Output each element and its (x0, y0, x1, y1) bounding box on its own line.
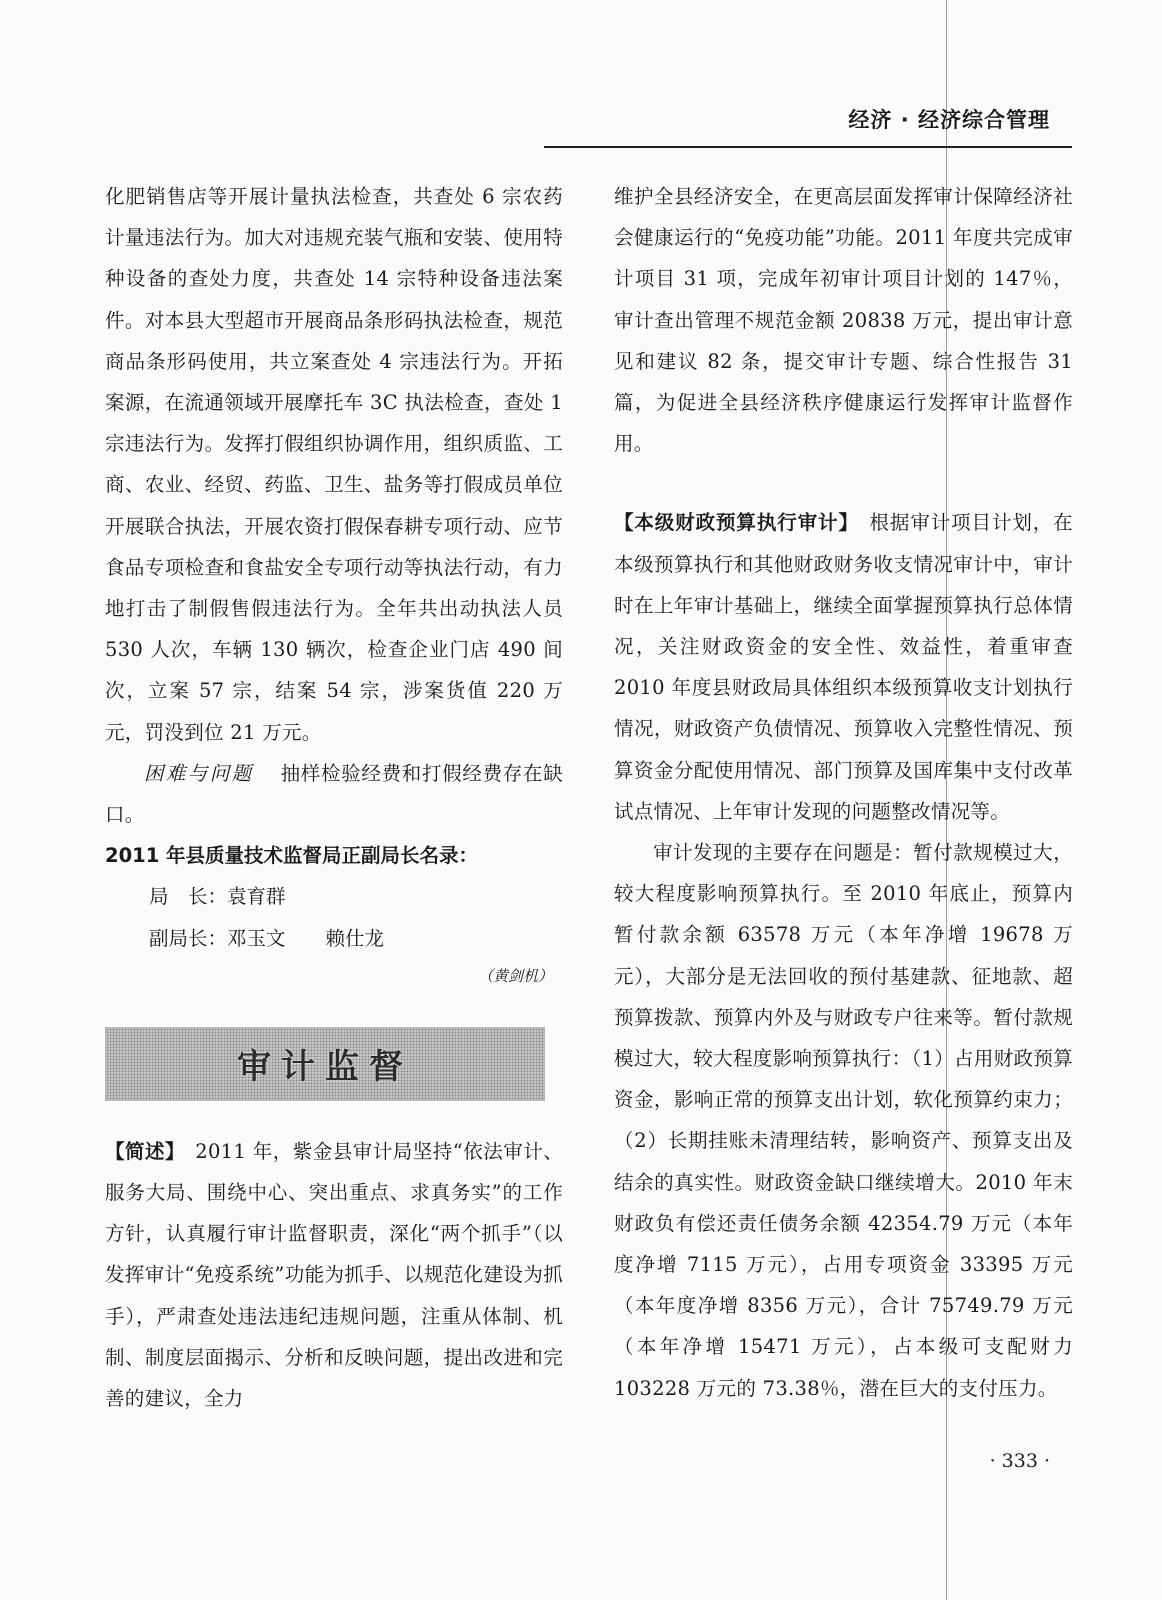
header-rule (544, 146, 1072, 148)
roster-name-deputy-1: 邓玉文 (227, 926, 286, 950)
right-paragraph-1: 维护全县经济安全，在更高层面发挥审计保障经济社会健康运行的“免疫功能”功能。2011 年度共完成审计项目 31 项，完成年初审计项目计划的 147％，审计查出管理不规范金额 20838 万元，提出审计意见和建议 82 条，提交审计专题、综合性报告 31 篇，为促进全县经济秩序健康运行发挥审计监督作用。 (614, 185, 1073, 456)
left-column (105, 176, 563, 1419)
running-header: 经济 · 经济综合管理 (848, 108, 1050, 132)
overview-spacer (175, 1140, 195, 1163)
roster-row-director (149, 876, 563, 917)
budget-audit-spacer (849, 511, 869, 534)
page-number: · 333 · (989, 1450, 1050, 1472)
problems-spacer (260, 762, 280, 785)
roster-name-director: 袁育群 (227, 885, 286, 909)
problems-label: 困难与问题 (144, 761, 254, 785)
budget-audit-paragraph (614, 502, 1073, 832)
section-title: 审计监督 (237, 1047, 413, 1088)
budget-audit-label: 【本级财政预算执行审计】 (614, 511, 850, 535)
right-column (614, 176, 1073, 1409)
budget-audit-text: 根据审计项目计划，在本级预算执行和其他财政财务收支情况审计中，审计时在上年审计基础上，继续全面掌握预算执行总体情况，关注财政资金的安全性、效益性，着重审查 2010 年度县财政局具体组织本级预算收支计划执行情况，财政资产负债情况、预算收入完整性情况、预算资金分配使用情况、部门预算及国库集中支付改革试点情况、上年审计发现的问题整改情况等。 (614, 511, 1073, 823)
problems-text: 抽样检验经费和打假经费存在缺口。 (105, 761, 563, 827)
overview-paragraph (105, 1131, 563, 1419)
roster-row-deputy (149, 918, 563, 959)
roster-title-director: 局 长： (149, 885, 228, 909)
problems-paragraph (105, 753, 563, 835)
roster-title: 2011 年县质量技术监督局正副局长名录： (105, 844, 479, 868)
scan-artifact-line (946, 0, 947, 1600)
overview-label: 【简述】 (105, 1139, 176, 1163)
paragraph-gap (614, 464, 1073, 502)
section-banner (105, 1027, 545, 1101)
overview-text: 2011 年，紫金县审计局坚持“依法审计、服务大局、围绕中心、突出重点、求真务实”的工作方针，认真履行审计监督职责，深化“两个抓手”（以发挥审计“免疫系统”功能为抓手、以规范化建设为抓手），严肃查处违法违纪违规问题，注重从体制、机制、制度层面揭示、分析和反映问题，提出改进和完善的建议，全力 (105, 1139, 563, 1411)
right-paragraph-3: 审计发现的主要存在问题是：暂付款规模过大，较大程度影响预算执行。至 2010 年底止，预算内暂付款余额 63578 万元（本年净增 19678 万元），大部分是无法回收的预付基建款、征地款、超预算拨款、预算内外及与财政专户往来等。暂付款规模过大，较大程度影响预算执行：（1）占用财政预算资金，影响正常的预算支出计划，软化预算约束力；（2）长期挂账未清理结转，影响资产、预算支出及结余的真实性。财政资金缺口继续增大。2010 年末财政负有偿还责任债务余额 42354.79 万元（本年度净增 7115 万元），占用专项资金 33395 万元（本年度净增 8356 万元），合计 75749.79 万元（本年净增 15471 万元），占本级可支配财力 103228 万元的 73.38％，潜在巨大的支付压力。 (614, 841, 1073, 1400)
roster-title-deputy: 副局长： (149, 926, 228, 950)
author-credit: （黄剑机） (477, 966, 553, 985)
roster-name-deputy-2: 赖仕龙 (325, 926, 385, 950)
left-paragraph-1: 化肥销售店等开展计量执法检查，共查处 6 宗农药计量违法行为。加大对违规充装气瓶和安装、使用特种设备的查处力度，共查处 14 宗特种设备违法案件。对本县大型超市开展商品条形码执法检查，规范商品条形码使用，共立案查处 4 宗违法行为。开拓案源，在流通领域开展摩托车 3C 执法检查，查处 1 宗违法行为。发挥打假组织协调作用，组织质监、工商、农业、经贸、药监、卫生、盐务等打假成员单位开展联合执法，开展农资打假保春耕专项行动、应节食品专项检查和食盐安全专项行动等执法行动，有力地打击了制假售假违法行为。全年共出动执法人员 530 人次，车辆 130 辆次，检查企业门店 490 间次，立案 57 宗，结案 54 宗，涉案货值 220 万元，罚没到位 21 万元。 (105, 185, 563, 744)
